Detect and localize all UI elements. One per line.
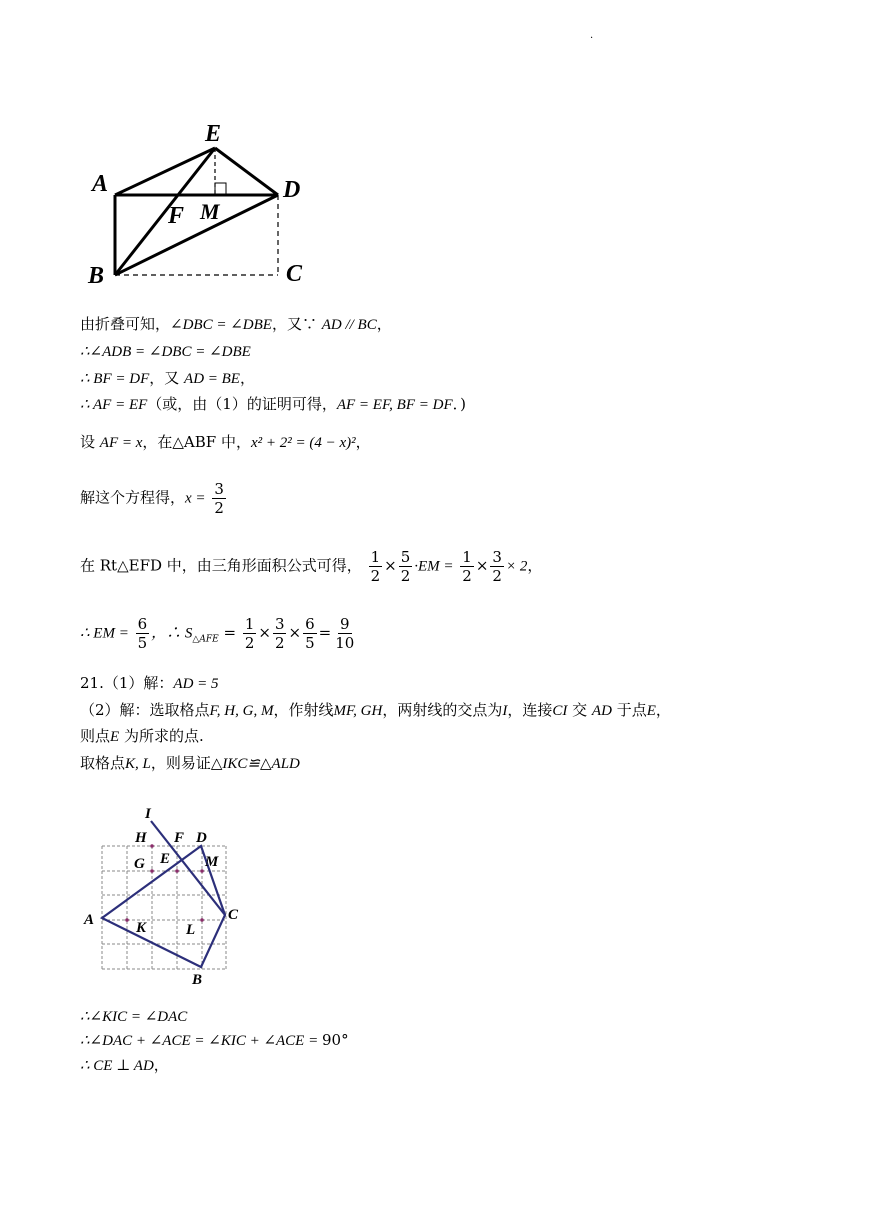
- proof2-line-3: ∴ CE ⊥ AD，: [80, 1056, 169, 1074]
- label-F: F: [174, 830, 185, 846]
- label-E: E: [160, 851, 171, 867]
- q21-line-1: 21.（1）解：AD = 5: [80, 674, 219, 692]
- label-B: B: [88, 263, 105, 289]
- proof-line-4: ∴ AF = EF（或，由（1）的证明可得，AF = EF, BF = DF．): [80, 395, 466, 413]
- q21-line-4: 取格点K, L，则易证△IKC≌△ALD: [80, 754, 300, 772]
- label-G: G: [134, 856, 145, 872]
- label-K: K: [136, 920, 147, 936]
- label-M: M: [200, 199, 220, 224]
- proof-line-8: ∴ EM = $\frac{6}{5}$ ，∴ $S_{\triangle AFE}$ = $\frac{1}{2}$ × $\frac{3}{2}$ × $\frac{6}{5}$ = $\frac{9}{10}$: [80, 615, 355, 652]
- q21-line-3: 则点E 为所求的点.: [80, 727, 204, 745]
- proof-line-1: 由折叠可知，∠DBC = ∠DBE，又∵ AD // BC，: [80, 315, 392, 333]
- label-M: M: [205, 854, 219, 870]
- label-F: F: [168, 203, 185, 229]
- proof-line-5: 设 AF = x，在△ABF 中，x² + 2² = (4 − x)²，: [80, 433, 371, 451]
- figure-grid-construction: [80, 800, 250, 990]
- label-H: H: [135, 830, 147, 846]
- proof-line-3: ∴ BF = DF，又 AD = BE，: [80, 369, 255, 387]
- proof-line-2: ∴∠ADB = ∠DBC = ∠DBE: [80, 344, 251, 360]
- q21-line-2: （2）解：选取格点F, H, G, M，作射线MF, GH，两射线的交点为I，连接CI 交 AD 于点E，: [80, 701, 671, 719]
- fraction-three-halves: $\frac{3}{2}$: [214, 480, 224, 517]
- label-D: D: [196, 830, 207, 846]
- page-dot: .: [590, 30, 594, 41]
- label-C: C: [286, 261, 303, 287]
- label-A: A: [84, 912, 95, 928]
- label-I: I: [145, 806, 151, 822]
- proof2-line-2: ∴∠DAC + ∠ACE = ∠KIC + ∠ACE = 90°: [80, 1031, 349, 1049]
- proof-line-6: 解这个方程得，x = $\frac{3}{2}$: [80, 480, 224, 517]
- figure-folded-rectangle: [80, 115, 340, 295]
- proof2-line-1: ∴∠KIC = ∠DAC: [80, 1009, 188, 1025]
- label-C: C: [228, 907, 239, 923]
- label-D: D: [283, 177, 301, 203]
- proof-line-7: 在 Rt△EFD 中，由三角形面积公式可得， $\frac{1}{2}$ × $\frac{5}{2}$ ·EM = $\frac{1}{2}$ × $\frac{3}{2}$ × 2，: [80, 548, 543, 585]
- label-L: L: [186, 922, 196, 938]
- label-A: A: [92, 171, 109, 197]
- label-E: E: [205, 121, 222, 147]
- label-B: B: [192, 972, 203, 988]
